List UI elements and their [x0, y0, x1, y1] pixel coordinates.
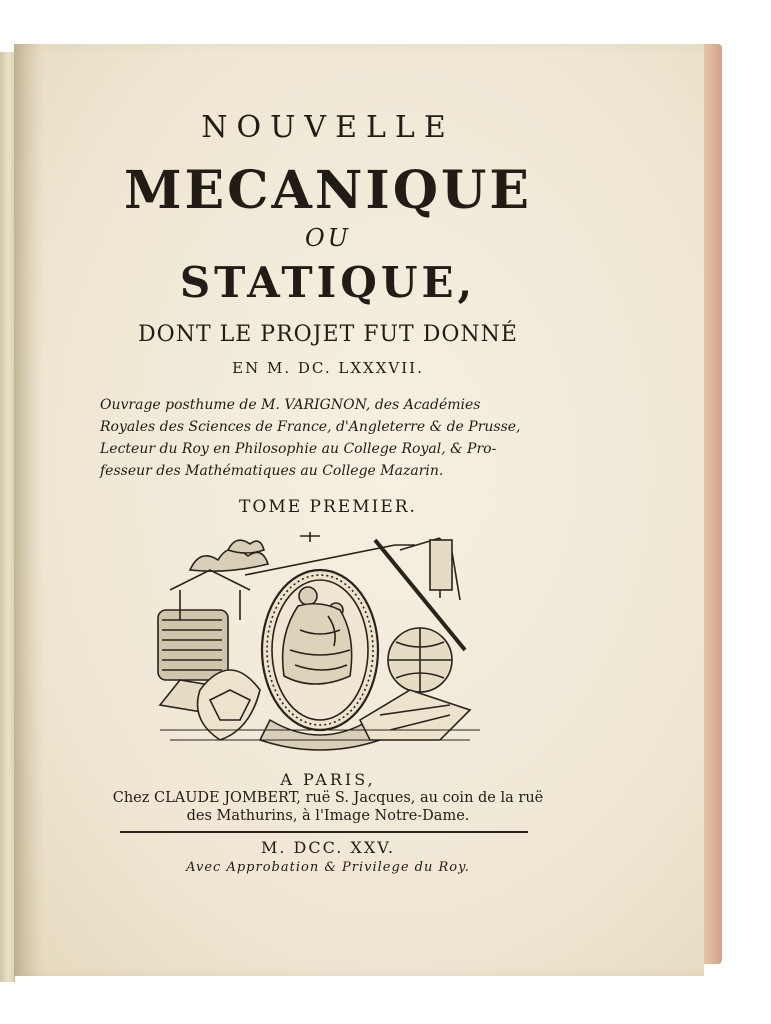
imprint-rule [120, 831, 528, 833]
imprint-year: M. DCC. XXV. [260, 838, 396, 857]
imprint-city: A PARIS, [280, 770, 376, 789]
title-line-statique: STATIQUE, [179, 258, 477, 307]
description-line: Royales des Sciences de France, d'Angleterre & de Prusse, [100, 419, 521, 435]
volume-label: TOME PREMIER. [239, 497, 417, 517]
author-description [100, 394, 566, 482]
privilege-line: Avec Approbation & Privilege du Roy. [186, 860, 470, 875]
imprint-address: des Mathurins, à l'Image Notre-Dame. [186, 808, 470, 824]
title-line-ou: OU [305, 224, 351, 252]
imprint-publisher: Chez CLAUDE JOMBERT, ruë S. Jacques, au coin de la ruë [112, 790, 544, 806]
description-line: Ouvrage posthume de M. VARIGNON, des Académies [100, 397, 481, 413]
description-line: Lecteur du Roy en Philosophie au College Royal, & Pro- [100, 441, 497, 457]
title-line-mecanique: MECANIQUE [123, 160, 533, 221]
subtitle-date: EN M. DC. LXXXVII. [232, 359, 424, 377]
engraved-vignette [150, 530, 490, 755]
subtitle-projet: DONT LE PROJET FUT DONNÉ [138, 322, 518, 347]
title-line-nouvelle: NOUVELLE [201, 110, 455, 145]
left-page-edge [0, 52, 15, 982]
gutter-shadow [14, 44, 44, 976]
description-line: fesseur des Mathématiques au College Mazarin. [100, 463, 444, 479]
